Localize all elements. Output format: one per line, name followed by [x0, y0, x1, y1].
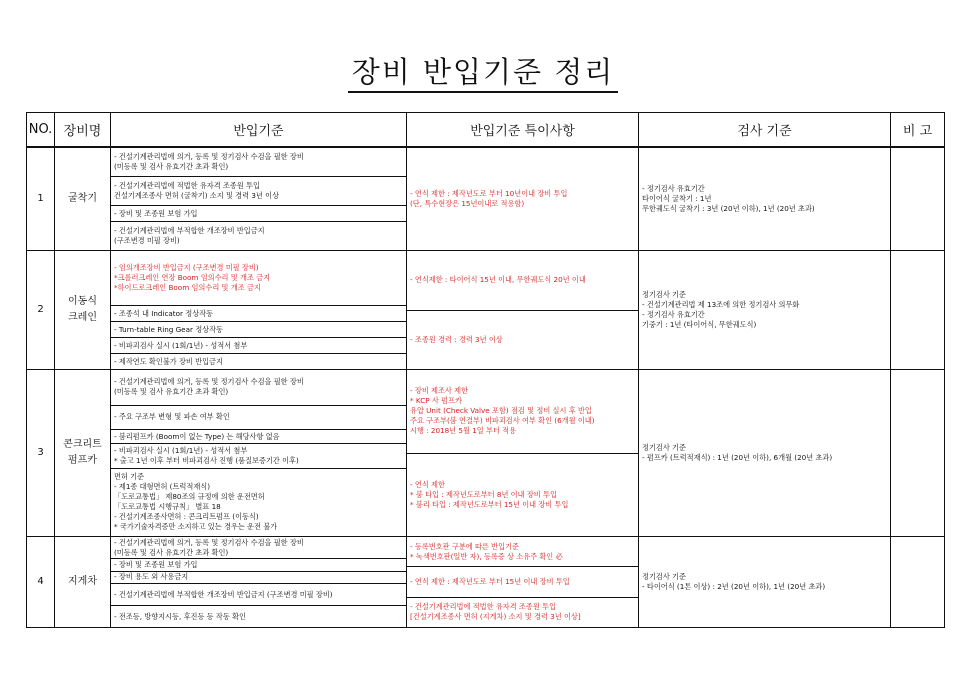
- row-number: 2: [27, 251, 55, 370]
- remark-cell: [891, 537, 945, 628]
- inspection-cell: [639, 147, 891, 251]
- page-title: 장비 반입기준 정리: [0, 50, 966, 91]
- equipment-name: 콘크리트 펌프카: [55, 370, 111, 537]
- criteria-item: [111, 584, 406, 606]
- criteria-item: [111, 206, 406, 222]
- inspection-cell: [639, 251, 891, 370]
- special-line: [건설기계조종사 면허 (지게차) 소지 및 경력 3년 이상]: [410, 612, 581, 622]
- criteria-item: [111, 444, 406, 469]
- criteria-line: - 건설기계관리법에 적법한 유자격 조종원 투입: [114, 181, 260, 190]
- inspection-line: - 정기검사 유효기간: [642, 310, 705, 319]
- special-line: - 연식 제한 : 제작년도로 부터 15년 이내 장비 투입: [410, 576, 570, 586]
- inspection-line: 정기검사 기준: [642, 290, 686, 299]
- special-line: - 장비 제조사 제한: [410, 386, 469, 396]
- header-criteria: 반입기준: [111, 113, 407, 148]
- criteria-line: - 장비 및 조종원 보험 가입: [114, 559, 198, 569]
- criteria-line: - 붐리펌프카 (Boom이 없는 Type) 는 해당사항 없음: [114, 431, 280, 441]
- criteria-line: - 건설기계관리법에 의거, 등록 및 정기검사 수검을 필한 장비: [114, 152, 304, 161]
- criteria-line: - 건설기계관리법에 부적합한 개조장비 반입금지: [114, 226, 265, 235]
- special-line: * 붐리 타입 : 제작년도로부터 15년 이내 장비 투입: [410, 499, 569, 509]
- criteria-line: *하이드로크레인 Boom 임의수리 및 개조 금지: [114, 283, 261, 292]
- equipment-name: 굴착기: [55, 147, 111, 251]
- criteria-line: - 전조등, 방향지시등, 후진등 등 작동 확인: [114, 611, 246, 621]
- criteria-item: [111, 430, 406, 444]
- row-number: 1: [27, 147, 55, 251]
- header-inspection: 검사 기준: [639, 113, 891, 148]
- criteria-item: [111, 370, 406, 406]
- header-name: 장비명: [55, 113, 111, 148]
- header-no: NO.: [27, 113, 55, 148]
- header-row: [27, 113, 945, 148]
- special-item: [407, 311, 638, 370]
- criteria-line: - Turn-table Ring Gear 정상작동: [114, 324, 223, 334]
- special-item: [407, 567, 638, 597]
- criteria-line: - 조종석 내 Indicator 정상작동: [114, 308, 214, 318]
- criteria-item: [111, 148, 406, 177]
- special-line: - 연식제한 : 타이어식 15년 이내, 무한궤도식 20년 이내: [410, 275, 586, 285]
- special-cell: [407, 251, 639, 370]
- special-cell: [407, 370, 639, 537]
- criteria-line: 건설기계조종사 면허 (굴착기) 소지 및 경력 3년 이상: [114, 191, 280, 200]
- special-line: * KCP 사 펌프카: [410, 396, 462, 406]
- criteria-item: [111, 306, 406, 322]
- special-line: 시행 : 2018년 5월 1일 부터 적용: [410, 426, 517, 436]
- inspection-line: 기중기 : 1년 (타이어식, 무한궤도식): [642, 320, 757, 329]
- criteria-line: - 제작연도 확인불가 장비 반입금지: [114, 356, 223, 366]
- special-item: [407, 370, 638, 454]
- special-line: 주요 구조부(붐 연결부) 비파괴검사 여부 확인 (6개월 이내): [410, 416, 595, 426]
- criteria-line: 「도로교통법 시행규칙」 별표 18: [114, 502, 221, 512]
- inspection-line: - 정기검사 유효기간: [642, 184, 705, 193]
- criteria-item: [111, 251, 406, 306]
- criteria-line: - 주요 구조부 변형 및 파손 여부 확인: [114, 412, 230, 422]
- remark-cell: [891, 251, 945, 370]
- special-line: - 조종원 경력 : 경력 3년 이상: [410, 334, 503, 344]
- special-line: - 건설기계관리법에 적법한 유자격 조종원 투입: [410, 602, 556, 612]
- equipment-name: 이동식 크레인: [55, 251, 111, 370]
- criteria-item: [111, 177, 406, 206]
- special-line: 유압 Unit (Check Valve 포함) 점검 및 정비 실시 후 반입: [410, 406, 592, 416]
- special-cell: [407, 147, 639, 251]
- criteria-cell: [111, 537, 407, 628]
- criteria-item: [111, 572, 406, 585]
- inspection-line: - 타이어식 (1톤 이상) : 2년 (20년 이하), 1년 (20년 초과): [642, 582, 826, 591]
- criteria-line: - 비파괴검사 실시 (1회/1년) - 성적서 첨부: [114, 340, 248, 350]
- inspection-line: 타이어식 굴착기 : 1년: [642, 194, 712, 203]
- criteria-line: 면허 기준: [114, 472, 145, 482]
- header-remark: 비 고: [891, 113, 945, 148]
- criteria-line: (미등록 및 검사 유효기간 초과 확인): [114, 547, 229, 557]
- inspection-line: 무한궤도식 굴착기 : 3년 (20년 이하), 1년 (20년 초과): [642, 204, 815, 213]
- criteria-cell: [111, 370, 407, 537]
- row-number: 4: [27, 537, 55, 628]
- inspection-line: - 건설기계관리법 제 13조에 의한 정기검사 의무화: [642, 300, 800, 309]
- table-row: [27, 251, 945, 370]
- table-row: [27, 147, 945, 251]
- equipment-name: 지게차: [55, 537, 111, 628]
- criteria-line: (미등록 및 검사 유효기간 초과 확인): [114, 162, 229, 171]
- criteria-line: - 장비 용도 외 사용금지: [114, 572, 189, 582]
- criteria-line: - 장비 및 조종원 보험 가입: [114, 208, 198, 218]
- criteria-line: *크롤러크레인 연장 Boom 임의수리 및 개조 금지: [114, 273, 271, 282]
- criteria-line: 「도로교통법」 제80조의 규정에 의한 운전면허: [114, 492, 265, 502]
- criteria-line: (미등록 및 검사 유효기간 초과 확인): [114, 387, 229, 397]
- criteria-line: (구조변경 미필 장비): [114, 236, 180, 245]
- table-row: [27, 537, 945, 628]
- row-number: 3: [27, 370, 55, 537]
- special-item: [407, 148, 638, 250]
- inspection-line: 정기검사 기준: [642, 443, 686, 452]
- equipment-table: [26, 112, 945, 628]
- criteria-item: [111, 606, 406, 627]
- special-line: * 붐 타입 : 제작년도로부터 8년 이내 장비 투입: [410, 489, 557, 499]
- special-item: [407, 598, 638, 627]
- special-cell: [407, 537, 639, 628]
- criteria-item: [111, 559, 406, 572]
- inspection-cell: [639, 537, 891, 628]
- inspection-cell: [639, 370, 891, 537]
- header-special: 반입기준 특이사항: [407, 113, 639, 148]
- special-line: * 녹색번호판(일반 자), 등록증 상 소유주 확인 必: [410, 551, 563, 561]
- criteria-item: [111, 338, 406, 354]
- criteria-line: - 건설기계관리법에 의거, 등록 및 정기검사 수검을 필한 장비: [114, 377, 304, 387]
- criteria-cell: [111, 147, 407, 251]
- criteria-item: [111, 322, 406, 338]
- criteria-line: * 출고 1년 이후 부터 비파괴검사 진행 (품질보증기간 이후): [114, 456, 299, 466]
- criteria-line: - 건설기계관리법에 의거, 등록 및 정기검사 수검을 필한 장비: [114, 537, 304, 547]
- criteria-line: - 임의개조장비 반입금지 (구조변경 미필 장비): [114, 263, 259, 272]
- special-item: [407, 454, 638, 537]
- special-line: - 등록번호판 구분에 따른 반입기준: [410, 541, 519, 551]
- criteria-line: - 건설기계관리법에 부적합한 개조장비 반입금지 (구조변경 미필 장비): [114, 589, 333, 599]
- special-line: - 연식 제한: [410, 479, 445, 489]
- special-item: [407, 251, 638, 311]
- criteria-item: [111, 354, 406, 369]
- remark-cell: [891, 370, 945, 537]
- criteria-item: [111, 469, 406, 536]
- special-item: [407, 537, 638, 567]
- criteria-line: - 비파괴검사 실시 (1회/1년) - 성적서 첨부: [114, 446, 248, 456]
- remark-cell: [891, 147, 945, 251]
- criteria-cell: [111, 251, 407, 370]
- criteria-line: - 제1종 대형면허 (트럭적재식): [114, 482, 211, 492]
- criteria-line: - 건설기계조종사면허 : 콘크리트펌프 (이동식): [114, 512, 259, 522]
- table-row: [27, 370, 945, 537]
- inspection-line: - 펌프카 (트럭적재식) : 1년 (20년 이하), 6개월 (20년 초과): [642, 453, 833, 462]
- inspection-line: 정기검사 기준: [642, 572, 686, 581]
- criteria-item: [111, 537, 406, 559]
- special-line: - 연식 제한 : 제작년도로 부터 10년이내 장비 투입: [410, 189, 568, 198]
- criteria-line: * 국가기술자격증만 소지하고 있는 경우는 운전 불가: [114, 522, 278, 532]
- criteria-item: [111, 406, 406, 431]
- criteria-item: [111, 222, 406, 250]
- special-line: (단, 특수현장은 15년이내로 적용함): [410, 199, 525, 208]
